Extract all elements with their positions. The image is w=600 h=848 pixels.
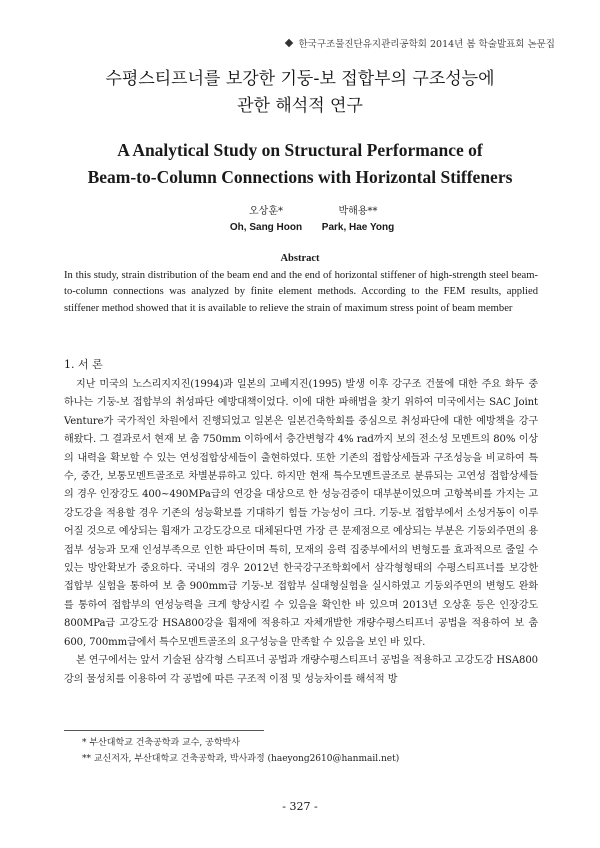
author-2 xyxy=(288,204,428,236)
english-title xyxy=(40,137,560,191)
paragraph-1: 지난 미국의 노스리지지진(1994)과 일본의 고베지진(1995) 발생 이후 강구조 건물에 대한 주요 화두 중 하나는 기둥-보 접합부의 취성파단 예방대책이었다. 이에 대한 파해법을 찾기 위하여 미국에서는 SAC Joint Venture가 국가적인 차원에서 진행되었고 일본은 일본건축학회를 중심으로 취성파단에 대한 예방책을 강구해왔다. 그 결과로서 현재 보 춤 750mm 이하에서 층간변형각 4% rad까지 보의 전소성 모멘트의 80% 이상의 내력을 확보할 수 있는 연성접합상세들이 출현하였다. 또한 기존의 접합상세들과 구조성능을 비교하여 특수, 중간, 보통모멘트골조로 차별분류하고 있다. 하지만 현재 특수모멘트골조로 분류되는 고연성 접합상세들의 경우 인장강도 400~490MPa급의 연강을 대상으로 한 성능검증이 대부분이었으며 고항복비를 가지는 고강도강을 적용할 경우 기존의 성능확보를 기대하기 힘들 가능성이 크다. 기둥-보 접합부에서 소성거동이 이루어질 것으로 예상되는 휨재가 고강도강으로 대체된다면 가장 큰 문제점으로 예상되는 부분은 기둥외주면의 용접부 성능과 모재 인성부족으로 인한 파단이며 특히, 모재의 응력 집중부에서의 변형도를 효과적으로 줄일 수 있는 방안확보가 중요하다. 국내의 경우 2012년 한국강구조학회에서 삼각형형태의 수평스티프너를 보강한 접합부 실험을 통하여 보 춤 900mm급 기둥-보 접합부 실대형실험을 실시하였고 기둥외주면의 변형도 완화를 통하여 접합부의 연성능력을 크게 향상시킬 수 있음을 확인한 바 있으며 2013년 오상훈 등은 인장강도 800MPa급 고강도강 HSA800강을 휨재에 적용하고 자체개발한 개량수평스티프너 공법을 적용하여 보 춤 600, 700mm급에서 특수모멘트골조의 요구성능을 만족할 수 있음을 보인 바 있다. xyxy=(64,379,538,648)
section-heading: 1. 서 론 xyxy=(64,358,103,371)
korean-title-line-2: 관한 해석적 연구 xyxy=(237,96,363,116)
page-number: - 327 - xyxy=(282,800,318,813)
abstract-heading: Abstract xyxy=(280,253,320,264)
korean-title xyxy=(50,66,550,120)
footnote-divider xyxy=(64,730,264,731)
english-title-line-1: A Analytical Study on Structural Performance of xyxy=(117,140,483,160)
footnotes xyxy=(82,735,399,767)
running-title: 한국구조물진단유지관리공학회 2014년 봄 학술발표회 논문집 xyxy=(298,39,555,50)
author-2-english-name: Park, Hae Yong xyxy=(321,222,395,233)
footnote-2: ** 교신저자, 부산대학교 건축공학과, 박사과정 (haeyong2610@hanmail.net) xyxy=(82,754,400,764)
abstract-text: In this study, strain distribution of the beam end and the end of horizontal stiffener of high-strength steel beam-to-column connections was analyzed by finite element methods. According to the FEM results, applied stiffener method showed that it is available to relieve the strain of maximum stress point of beam member xyxy=(64,270,538,314)
body-text xyxy=(64,376,538,689)
running-header xyxy=(286,36,555,50)
author-1-korean-name: 오상훈* xyxy=(249,206,283,217)
author-2-korean-name: 박해용** xyxy=(338,206,378,217)
english-title-line-2: Beam-to-Column Connections with Horizontal Stiffeners xyxy=(87,167,513,187)
korean-title-line-1: 수평스티프너를 보강한 기둥-보 접합부의 구조성능에 xyxy=(105,69,495,89)
paragraph-2: 본 연구에서는 앞서 기술된 삼각형 스티프너 공법과 개량수평스티프너 공법을 적용하고 고강도강 HSA800강의 물성치를 이용하여 각 공법에 따른 구조적 이점 및 성능차이를 해석적 방 xyxy=(64,655,538,685)
author-1-english-name: Oh, Sang Hoon xyxy=(229,222,303,233)
footnote-1: * 부산대학교 건축공학과 교수, 공학박사 xyxy=(82,738,240,748)
diamond-bullet-icon xyxy=(285,39,293,47)
